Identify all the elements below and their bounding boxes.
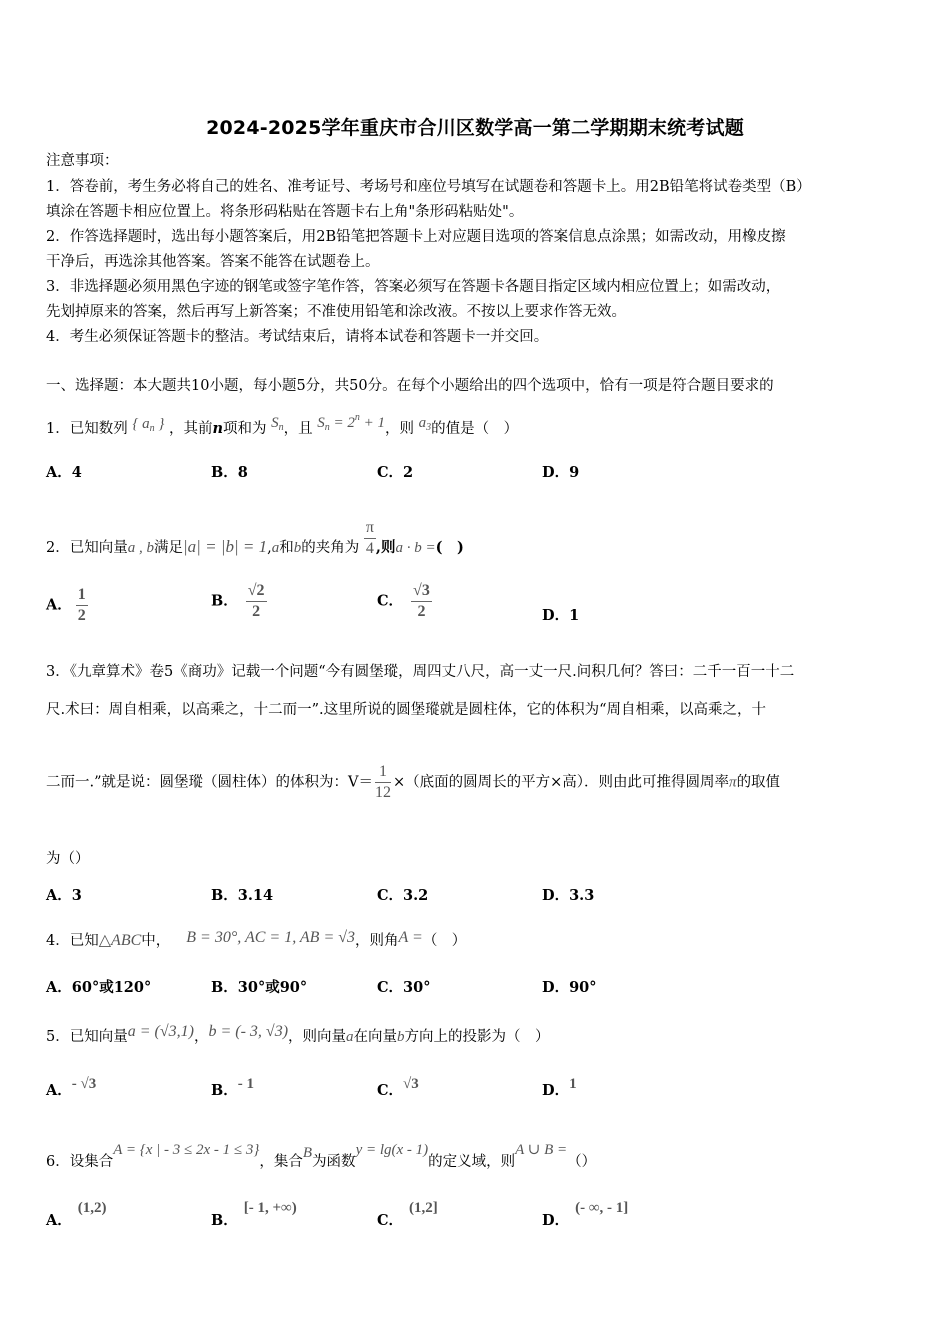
q5-option-d[interactable]: D．1	[542, 1076, 577, 1099]
page-title: 2024-2025学年重庆市合川区数学高一第二学期期末统考试题	[206, 117, 744, 139]
q4-option-b[interactable]: B．30°或90°	[211, 979, 308, 996]
question-5: 5．已知向量a = (√3,1)，b = (- 3, √3)，则向量a在向量b方向上的投影为（ ）	[46, 1023, 550, 1045]
question-3-line: 尺.术曰：周自相乘，以高乘之，十二而一”.这里所说的圆堡瑽就是圆柱体，它的体积为“周自相乘，以高乘之，十	[46, 702, 767, 718]
q4-option-d[interactable]: D．90°	[542, 979, 597, 996]
notice-heading: 注意事项：	[46, 153, 119, 169]
q3-option-a[interactable]: A．3	[46, 887, 82, 904]
section-heading: 一、选择题：本大题共10小题，每小题5分，共50分。在每个小题给出的四个选项中，恰有一项是符合题目要求的	[46, 378, 774, 394]
q1-option-a[interactable]: A．4	[46, 464, 82, 481]
q4-option-a[interactable]: A．60°或120°	[46, 979, 152, 996]
notice-line: 1．答卷前，考生务必将自己的姓名、准考证号、考场号和座位号填写在试题卷和答题卡上。用2B铅笔将试卷类型（B）	[46, 179, 811, 195]
q6-option-a[interactable]: A．(1,2)	[46, 1200, 107, 1229]
q5-option-a[interactable]: A．- √3	[46, 1076, 97, 1099]
pi-over-4: $\frac{\pi}{4}$	[365, 519, 374, 557]
q1-option-c[interactable]: C．2	[377, 464, 414, 481]
q3-option-b[interactable]: B．3.14	[211, 887, 274, 904]
notice-line: 3．非选择题必须用黑色字迹的钢笔或签字笔作答，答案必须写在答题卡各题目指定区域内相应位置上；如需改动，	[46, 279, 781, 295]
q3-option-c[interactable]: C．3.2	[377, 887, 429, 904]
q6-option-c[interactable]: C．(1,2]	[377, 1200, 438, 1229]
question-6: 6．设集合A = {x | - 3 ≤ 2x - 1 ≤ 3}，集合B为函数y = lg(x - 1)的定义域，则A ∪ B =（）	[46, 1142, 597, 1170]
notice-line: 2．作答选择题时，选出每小题答案后，用2B铅笔把答题卡上对应题目选项的答案信息点涂黑；如需改动，用橡皮擦	[46, 229, 786, 245]
notice-line: 先划掉原来的答案，然后再写上新答案；不准使用铅笔和涂改液。不按以上要求作答无效。	[46, 304, 626, 320]
notice-line: 4．考生必须保证答题卡的整洁。考试结束后，请将本试卷和答题卡一并交回。	[46, 329, 549, 345]
q6-option-d[interactable]: D．(- ∞, - 1]	[542, 1200, 629, 1229]
q4-option-c[interactable]: C．30°	[377, 979, 431, 996]
q3-option-d[interactable]: D．3.3	[542, 887, 595, 904]
question-1: 1．已知数列 { $a_n$ } ，其前n项和为 $S_n$，且 $S_n = 2^n + 1$，则 $a_3$的值是（ ）	[46, 412, 519, 437]
q2-option-b[interactable]: B． $\frac{√2}{2}$	[211, 582, 265, 620]
q1-option-b[interactable]: B．8	[211, 464, 248, 481]
question-3-line: 3．《九章算术》卷5《商功》记载一个问题“今有圆堡瑽，周四丈八尺，高一丈一尺.问积几何？答曰：二千一百一十二	[46, 664, 795, 680]
question-3-line: 为（）	[46, 851, 90, 867]
q1-option-d[interactable]: D．9	[542, 464, 580, 481]
one-twelfth: $\frac{1}{12}$	[375, 763, 391, 801]
question-3-line: 二而一.”就是说：圆堡瑽（圆柱体）的体积为：V＝ $\frac{1}{12}$ ×（底面的圆周长的平方×高）．则由此可推得圆周率π的取值	[46, 763, 781, 801]
q2-option-a[interactable]: A． $\frac{1}{2}$	[46, 586, 86, 624]
q5-option-b[interactable]: B．- 1	[211, 1076, 255, 1099]
q2-option-d[interactable]: D．1	[542, 607, 580, 624]
question-2: 2．已知向量a , b满足|a| = |b| = 1,a和b的夹角为 $\frac{\pi}{4}$ ,则a · b =( )	[46, 519, 464, 557]
q6-option-b[interactable]: B．[- 1, +∞)	[211, 1200, 297, 1229]
notice-line: 填涂在答题卡相应位置上。将条形码粘贴在答题卡右上角"条形码粘贴处"。	[46, 204, 524, 220]
notice-line: 干净后，再选涂其他答案。答案不能答在试题卷上。	[46, 254, 380, 270]
q2-option-c[interactable]: C． $\frac{√3}{2}$	[377, 582, 430, 620]
question-4: 4．已知△ABC中， B = 30°, AC = 1, AB = √3，则角A =（ ）	[46, 929, 467, 949]
q5-option-c[interactable]: C．√3	[377, 1076, 419, 1099]
